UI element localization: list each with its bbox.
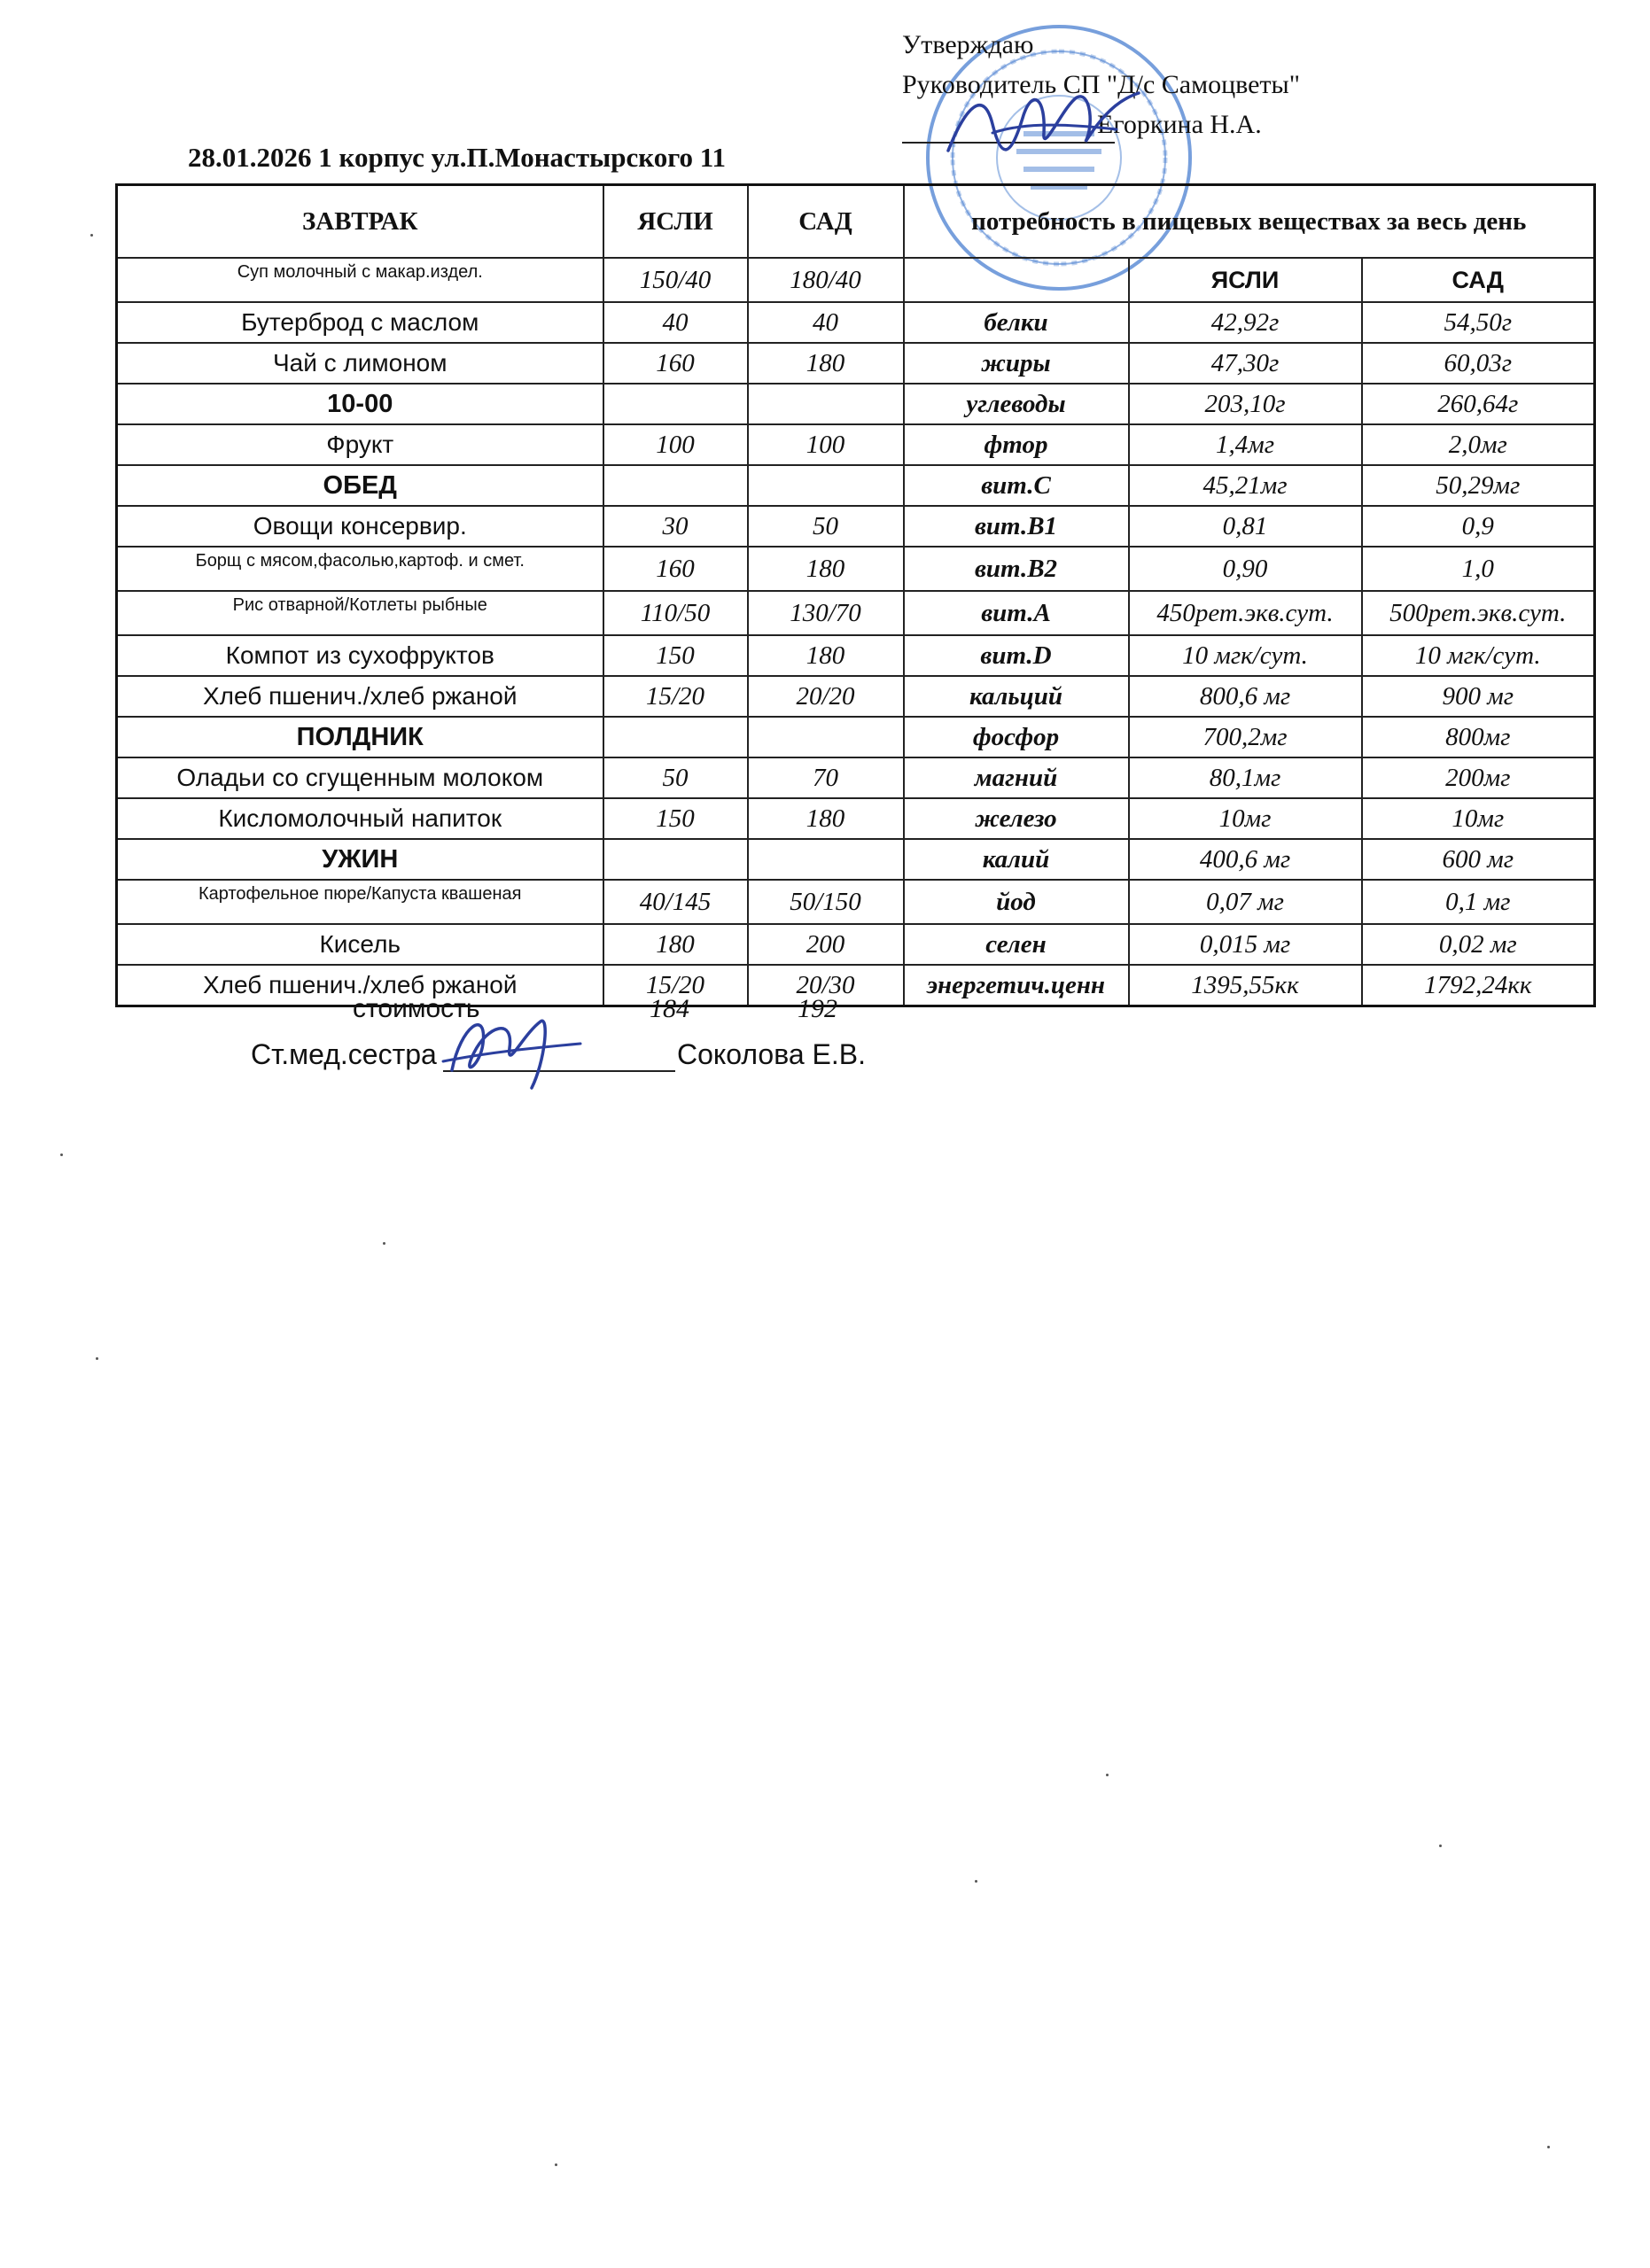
portion-sad: 180 [748,635,904,676]
scan-speck [975,1880,977,1883]
portion-yasli: 40 [603,302,748,343]
nutrient-yasli: 0,015 мг [1129,924,1362,965]
portion-sad: 50/150 [748,880,904,924]
dish-name: Кисломолочный напиток [117,798,603,839]
nutrient-sad: 1792,24кк [1362,965,1595,1006]
dish-name: Овощи консервир. [117,506,603,547]
section-label: ПОЛДНИК [117,717,603,757]
nutrient-sad: 600 мг [1362,839,1595,880]
dish-name: Фрукт [117,424,603,465]
nutrient-name: магний [904,757,1129,798]
nurse-role: Ст.мед.сестра [251,1038,437,1070]
header-sad: САД [748,185,904,259]
portion-yasli: 110/50 [603,591,748,635]
dish-name: Картофельное пюре/Капуста квашеная [117,880,603,924]
nutrient-yasli: 10 мгк/сут. [1129,635,1362,676]
nutrient-yasli: 0,07 мг [1129,880,1362,924]
nutrient-yasli: 42,92г [1129,302,1362,343]
cost-label: стоимость [353,994,480,1023]
dish-name: Суп молочный с макар.издел. [117,258,603,302]
scan-speck [96,1357,98,1360]
nutrient-sad: 10мг [1362,798,1595,839]
portion-sad: 180 [748,547,904,591]
nutrient-yasli: 80,1мг [1129,757,1362,798]
portion-yasli [603,839,748,880]
portion-yasli: 15/20 [603,965,748,1006]
nutrient-sad: 900 мг [1362,676,1595,717]
dish-name: Чай с лимоном [117,343,603,384]
nutrient-name: вит.В1 [904,506,1129,547]
nutrient-yasli: 10мг [1129,798,1362,839]
portion-sad: 100 [748,424,904,465]
table-row [117,343,1595,384]
scan-speck [60,1153,63,1156]
nutrient-yasli: 450рет.экв.сут. [1129,591,1362,635]
nutrient-name: йод [904,880,1129,924]
cost-sad: 192 [798,994,837,1023]
dish-name: Оладьи со сгущенным молоком [117,757,603,798]
header-needs: потребность в пищевых веществах за весь день [904,185,1595,259]
nutrient-name: углеводы [904,384,1129,424]
nutrient-sad: 1,0 [1362,547,1595,591]
nurse-signature [434,999,585,1097]
nutrient-sad: САД [1362,258,1595,302]
portion-yasli: 150 [603,635,748,676]
menu-table [115,183,1596,1007]
dish-name: Бутерброд с маслом [117,302,603,343]
nutrient-sad: 500рет.экв.сут. [1362,591,1595,635]
portion-sad: 70 [748,757,904,798]
nutrient-sad: 0,02 мг [1362,924,1595,965]
nutrient-sad: 260,64г [1362,384,1595,424]
table-row [117,424,1595,465]
table-row [117,506,1595,547]
nutrient-name: кальций [904,676,1129,717]
table-row [117,965,1595,1006]
nutrient-name: жиры [904,343,1129,384]
dish-name: Хлеб пшенич./хлеб ржаной [117,676,603,717]
table-row [117,465,1595,506]
menu-date-title: 28.01.2026 1 корпус ул.П.Монастырского 11 [188,142,727,173]
dish-name: Компот из сухофруктов [117,635,603,676]
portion-sad [748,384,904,424]
table-row [117,591,1595,635]
portion-yasli: 100 [603,424,748,465]
portion-sad: 130/70 [748,591,904,635]
nutrient-name: белки [904,302,1129,343]
nutrient-yasli: 0,90 [1129,547,1362,591]
dish-name: Борщ с мясом,фасолью,картоф. и смет. [117,547,603,591]
scan-speck [90,234,93,237]
nutrient-sad: 50,29мг [1362,465,1595,506]
nutrient-sad: 0,1 мг [1362,880,1595,924]
nutrient-name: вит.А [904,591,1129,635]
nutrient-name: селен [904,924,1129,965]
director-signature [939,71,1143,168]
portion-yasli: 160 [603,343,748,384]
nutrient-name: вит.D [904,635,1129,676]
portion-sad: 180 [748,343,904,384]
table-header-row [117,185,1595,259]
nutrient-name: вит.В2 [904,547,1129,591]
nutrient-sad: 10 мгк/сут. [1362,635,1595,676]
nutrient-sad: 60,03г [1362,343,1595,384]
portion-sad: 20/30 [748,965,904,1006]
scan-speck [1439,1845,1442,1847]
header-yasli: ЯСЛИ [603,185,748,259]
nurse-name: Соколова Е.В. [677,1038,866,1070]
nutrient-yasli: 800,6 мг [1129,676,1362,717]
approval-signatory: Егоркина Н.А. [1097,110,1262,139]
portion-sad: 180/40 [748,258,904,302]
scan-speck [383,1242,385,1245]
nutrient-yasli: 0,81 [1129,506,1362,547]
nutrient-yasli: 700,2мг [1129,717,1362,757]
nutrient-name: фосфор [904,717,1129,757]
nutrient-sad: 2,0мг [1362,424,1595,465]
table-row [117,880,1595,924]
dish-name: Кисель [117,924,603,965]
scan-speck [1547,2146,1550,2148]
portion-yasli: 150 [603,798,748,839]
nutrient-sad: 54,50г [1362,302,1595,343]
nutrient-yasli: 1,4мг [1129,424,1362,465]
nutrient-sad: 800мг [1362,717,1595,757]
table-row [117,547,1595,591]
portion-sad: 180 [748,798,904,839]
nutrient-sad: 0,9 [1362,506,1595,547]
portion-yasli: 160 [603,547,748,591]
scan-speck [1106,1774,1109,1776]
nutrient-name: фтор [904,424,1129,465]
nutrient-yasli: 203,10г [1129,384,1362,424]
table-row [117,717,1595,757]
nutrient-name: вит.С [904,465,1129,506]
approval-position: Руководитель СП "Д/с Самоцветы" [902,70,1300,99]
portion-yasli: 40/145 [603,880,748,924]
scan-speck [555,2163,557,2166]
portion-yasli [603,717,748,757]
portion-sad [748,465,904,506]
table-row [117,384,1595,424]
table-row [117,798,1595,839]
approval-title: Утверждаю [902,30,1034,59]
nutrient-name: железо [904,798,1129,839]
portion-sad [748,839,904,880]
table-row [117,258,1595,302]
cost-yasli: 184 [650,994,689,1023]
nutrient-name: калий [904,839,1129,880]
dish-name: Рис отварной/Котлеты рыбные [117,591,603,635]
nutrient-yasli: ЯСЛИ [1129,258,1362,302]
table-row [117,302,1595,343]
table-row [117,676,1595,717]
portion-yasli: 50 [603,757,748,798]
nutrient-name: энергетич.ценн [904,965,1129,1006]
table-row [117,839,1595,880]
section-label: УЖИН [117,839,603,880]
portion-yasli: 150/40 [603,258,748,302]
section-label: ОБЕД [117,465,603,506]
portion-sad: 20/20 [748,676,904,717]
nutrient-name [904,258,1129,302]
portion-yasli: 180 [603,924,748,965]
portion-yasli [603,384,748,424]
nutrient-sad: 200мг [1362,757,1595,798]
portion-sad: 200 [748,924,904,965]
portion-yasli [603,465,748,506]
nutrient-yasli: 45,21мг [1129,465,1362,506]
portion-yasli: 15/20 [603,676,748,717]
table-row [117,635,1595,676]
portion-yasli: 30 [603,506,748,547]
header-meal: ЗАВТРАК [117,185,603,259]
nutrient-yasli: 400,6 мг [1129,839,1362,880]
nutrient-yasli: 47,30г [1129,343,1362,384]
table-row [117,757,1595,798]
nutrient-yasli: 1395,55кк [1129,965,1362,1006]
portion-sad [748,717,904,757]
dish-name: Хлеб пшенич./хлеб ржаной [117,965,603,1006]
table-row [117,924,1595,965]
portion-sad: 40 [748,302,904,343]
section-label: 10-00 [117,384,603,424]
portion-sad: 50 [748,506,904,547]
